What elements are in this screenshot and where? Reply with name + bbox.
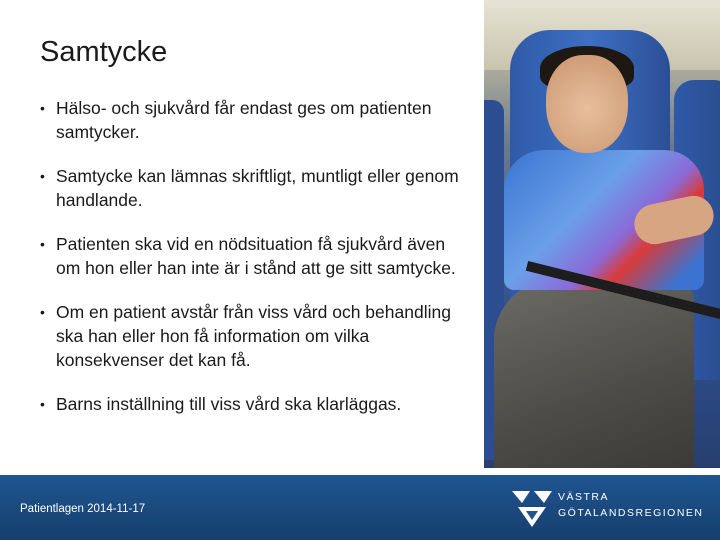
bullet-text: Hälso- och sjukvård får endast ges om patienten samtycker. bbox=[56, 98, 432, 142]
bullet-item bbox=[40, 300, 470, 372]
bullet-marker: • bbox=[40, 100, 45, 116]
footer-bar bbox=[0, 475, 720, 540]
bullet-item bbox=[40, 392, 470, 416]
vgr-logo-icon bbox=[508, 485, 556, 531]
vgr-logo bbox=[508, 485, 708, 531]
bullet-text: Patienten ska vid en nödsituation få sjukvård även om hon eller han inte är i stånd att ge sitt samtycke. bbox=[56, 234, 456, 278]
bullet-text: Om en patient avstår från viss vård och behandling ska han eller hon få information om vilka konsekvenser det kan få. bbox=[56, 302, 451, 370]
legs bbox=[494, 280, 694, 468]
bullet-list bbox=[40, 96, 470, 436]
bullet-marker: • bbox=[40, 396, 45, 412]
bullet-item bbox=[40, 96, 470, 144]
logo-text-line2: GÖTALANDSREGIONEN bbox=[558, 507, 704, 519]
boy-in-bus-seat-photo bbox=[484, 0, 720, 468]
slide-title: Samtycke bbox=[40, 36, 168, 68]
bullet-text: Barns inställning till viss vård ska klarläggas. bbox=[56, 394, 402, 414]
bullet-marker: • bbox=[40, 168, 45, 184]
bullet-marker: • bbox=[40, 304, 45, 320]
bullet-text: Samtycke kan lämnas skriftligt, muntligt eller genom handlande. bbox=[56, 166, 459, 210]
logo-text-line1: VÄSTRA bbox=[558, 491, 610, 503]
bullet-item bbox=[40, 232, 470, 280]
face bbox=[546, 55, 628, 153]
bullet-item bbox=[40, 164, 470, 212]
footer-text: Patientlagen 2014-11-17 bbox=[20, 503, 146, 515]
bullet-marker: • bbox=[40, 236, 45, 252]
